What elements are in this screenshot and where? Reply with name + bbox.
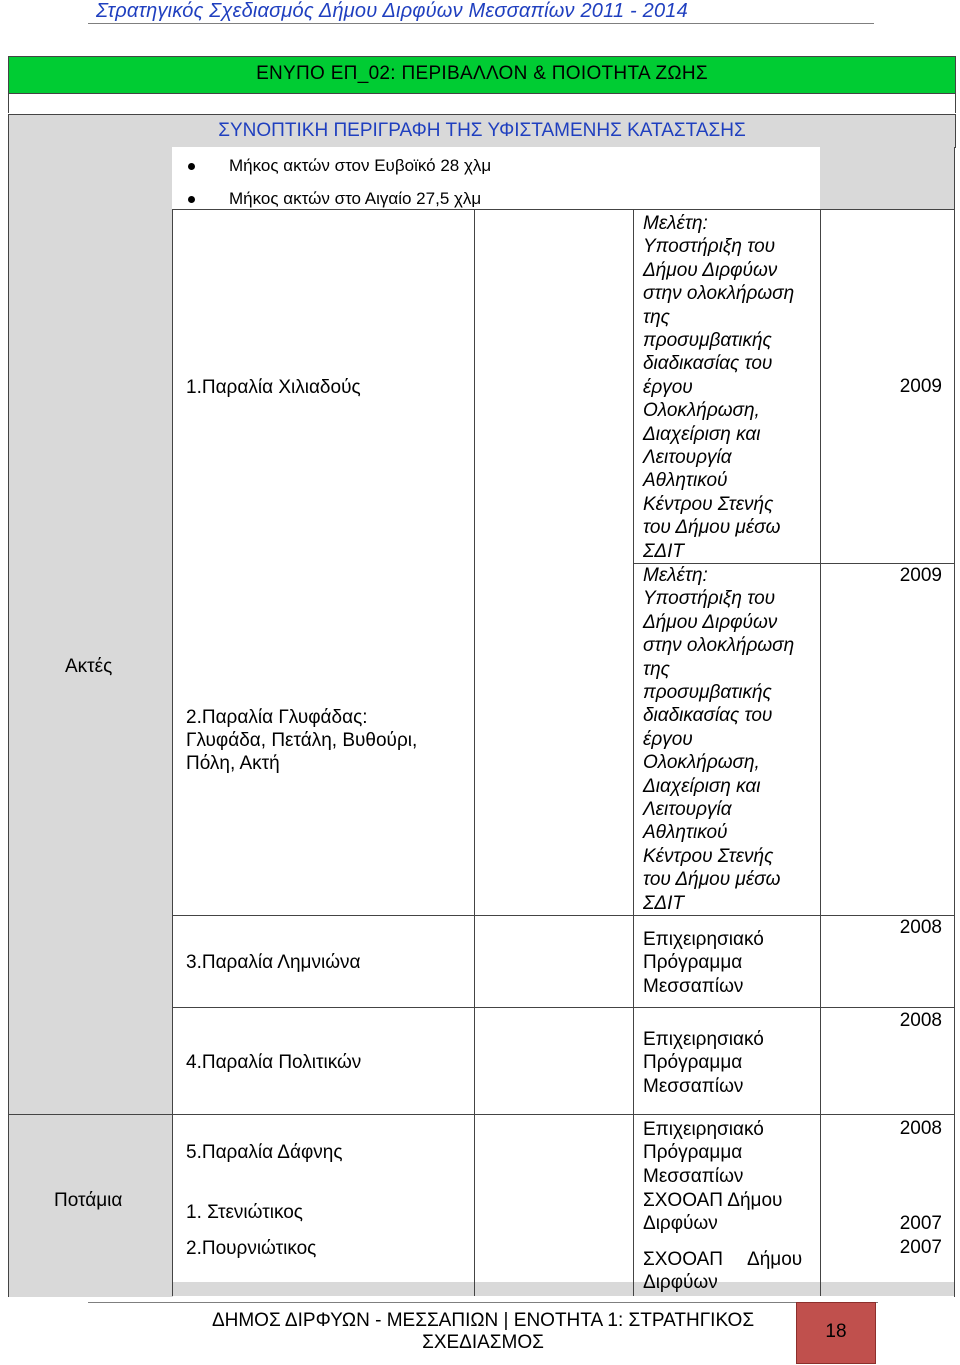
program-line: Επιχειρησιακό <box>643 929 764 950</box>
grid-line <box>633 210 634 1296</box>
page-header-title: Στρατηγικός Σχεδιασμός Δήμου Διρφύων Μεσσαπίων 2011 - 2014 <box>96 0 688 22</box>
study-line: Κέντρου Στενής <box>643 493 774 515</box>
study-line: διαδικασίας του <box>643 705 773 727</box>
study-line: Διαχείριση και <box>643 775 761 797</box>
summary-title: ΣΥΝΟΠΤΙΚΗ ΠΕΡΙΓΡΑΦΗ ΤΗΣ ΥΦΙΣΤΑΜΕΝΗΣ ΚΑΤΑΣΤΑΣΗΣ <box>218 120 746 141</box>
schooap-description <box>643 1248 802 1295</box>
study-description <box>643 564 794 915</box>
grid-line <box>172 210 173 1296</box>
grid-line <box>474 210 475 1296</box>
bullet-dot-icon <box>188 196 195 203</box>
item-name: 4.Παραλία Πολιτικών <box>186 1052 362 1073</box>
item-name: 5.Παραλία Δάφνης <box>186 1142 343 1163</box>
header-rule <box>88 23 874 24</box>
bullet-dot-icon <box>188 163 195 170</box>
item-name: Γλυφάδα, Πετάλη, Βυθούρι, <box>186 730 418 751</box>
page-number: 18 <box>825 1321 847 1342</box>
study-line: Ολοκλήρωση, <box>643 752 760 774</box>
study-line: Δήμου Διρφύων <box>643 611 778 633</box>
item-name: 1. Στενιώτικος <box>186 1202 303 1223</box>
study-line: στην ολοκλήρωση <box>643 635 795 657</box>
program-description <box>643 928 764 998</box>
bullet-item <box>188 189 481 209</box>
table-bottom-background <box>8 1282 954 1296</box>
study-line: ΣΔΙΤ <box>643 540 685 562</box>
program-line: Μεσσαπίων <box>643 975 744 997</box>
study-line: προσυμβατικής <box>643 682 772 704</box>
study-line: έργου <box>643 376 693 398</box>
study-line: προσυμβατικής <box>643 330 772 352</box>
program-line: Επιχειρησιακό <box>643 1029 764 1050</box>
frame-spacer <box>8 93 956 113</box>
grid-line <box>954 147 955 1297</box>
program-description <box>643 1118 764 1188</box>
program-line: Επιχειρησιακό <box>643 1119 764 1140</box>
program-line: Πρόγραμμα <box>643 952 743 974</box>
study-line: Διαχείριση και <box>643 423 761 445</box>
year-value: 2008 <box>899 1118 942 1139</box>
year-value: 2008 <box>899 917 942 938</box>
study-line: της <box>643 658 670 680</box>
category-label: Ακτές <box>65 656 113 677</box>
program-line: Μεσσαπίων <box>643 1165 744 1187</box>
schooap-line: Διρφύων <box>643 1213 718 1235</box>
study-line: Υποστήριξη του <box>643 236 776 258</box>
grid-line <box>820 210 821 1296</box>
year-header-background <box>820 147 955 209</box>
program-line: Πρόγραμμα <box>643 1142 743 1164</box>
program-line: Πρόγραμμα <box>643 1052 743 1074</box>
bullet-item <box>188 156 491 176</box>
schooap-word: Δήμου <box>747 1249 803 1270</box>
year-value: 2007 <box>899 1213 942 1234</box>
program-description <box>643 1028 764 1098</box>
study-line: διαδικασίας του <box>643 353 773 375</box>
study-line: Μελέτη: <box>643 565 708 586</box>
item-name: 2.Παραλία Γλυφάδας: <box>186 707 368 728</box>
grid-line <box>8 147 9 1297</box>
study-line: Ολοκλήρωση, <box>643 400 760 422</box>
item-name: 1.Παραλία Χιλιαδούς <box>186 377 361 398</box>
item-name: Πόλη, Ακτή <box>186 753 280 774</box>
bullet-text: Μήκος ακτών στον Ευβοϊκό 28 χλμ <box>229 156 492 175</box>
category-column-background <box>8 147 173 1297</box>
study-line: Κέντρου Στενής <box>643 845 774 867</box>
study-line: Λειτουργία <box>643 447 732 469</box>
footer-line: ΔΗΜΟΣ ΔΙΡΦΥΩΝ - ΜΕΣΣΑΠΙΩΝ | ΕΝΟΤΗΤΑ 1: ΣΤΡΑΤΗΓΙΚΟΣ <box>211 1310 755 1331</box>
grid-line <box>8 1114 954 1115</box>
study-line: Δήμου Διρφύων <box>643 259 778 281</box>
footer-line: ΣΧΕΔΙΑΣΜΟΣ <box>422 1332 544 1353</box>
study-line: Αθλητικού <box>643 470 728 492</box>
grid-line <box>172 915 954 916</box>
schooap-word: ΣΧΟΟΑΠ <box>643 1249 724 1270</box>
form-title: ΕΝΥΠΟ ΕΠ_02: ΠΕΡΙΒΑΛΛΟΝ & ΠΟΙΟΤΗΤΑ ΖΩΗΣ <box>256 63 708 84</box>
summary-title-bar <box>8 114 956 148</box>
year-value: 2009 <box>899 565 942 586</box>
year-value: 2008 <box>899 1010 942 1031</box>
study-line: Υποστήριξη του <box>643 588 776 610</box>
study-line: στην ολοκλήρωση <box>643 283 795 305</box>
schooap-line: ΣΧΟΟΑΠ Δήμου <box>643 1190 783 1211</box>
study-line: του Δήμου μέσω <box>643 517 781 539</box>
study-line: Αθλητικού <box>643 822 728 844</box>
program-line: Μεσσαπίων <box>643 1075 744 1097</box>
study-description <box>643 212 794 563</box>
study-line: της <box>643 306 670 328</box>
study-line: ΣΔΙΤ <box>643 892 685 914</box>
study-line: του Δήμου μέσω <box>643 869 781 891</box>
year-value: 2007 <box>899 1237 942 1258</box>
item-name: 3.Παραλία Λημνιώνα <box>186 952 361 973</box>
study-line: Λειτουργία <box>643 799 732 821</box>
schooap-line: Διρφύων <box>643 1272 718 1294</box>
study-line: Μελέτη: <box>643 213 708 234</box>
study-line: έργου <box>643 728 693 750</box>
grid-line <box>172 209 954 210</box>
item-name: 2.Πουρνιώτικος <box>186 1238 317 1259</box>
footer-rule <box>88 1302 878 1303</box>
form-title-bar <box>8 56 956 94</box>
category-label: Ποτάμια <box>54 1190 123 1211</box>
schooap-description <box>643 1189 782 1236</box>
footer-text <box>178 1310 788 1354</box>
grid-line <box>172 1007 954 1008</box>
page-number-box <box>796 1302 876 1364</box>
bullet-text: Μήκος ακτών στο Αιγαίο 27,5 χλμ <box>229 189 482 208</box>
year-value: 2009 <box>899 376 942 397</box>
